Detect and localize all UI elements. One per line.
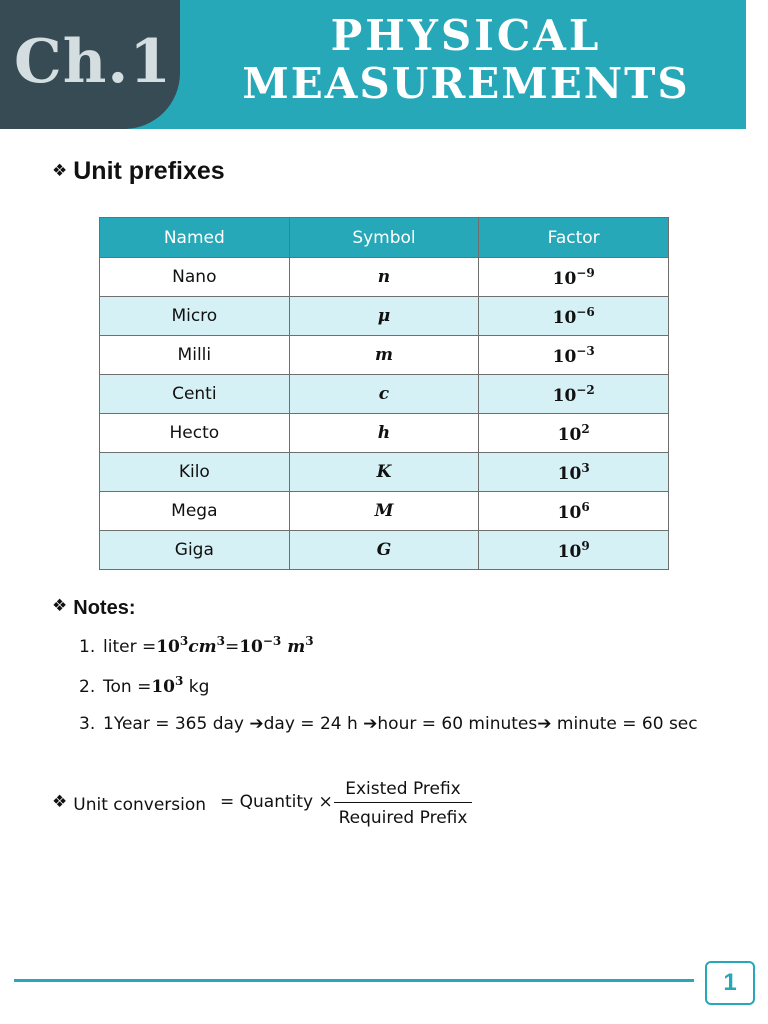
prefix-factor: $10^{-3}$ [479, 336, 669, 375]
prefix-factor: $10^9$ [479, 531, 669, 570]
note-formula: $10^{-3}$ $m^3$ [239, 634, 314, 657]
prefix-symbol: μ [289, 297, 479, 336]
page-title [196, 12, 736, 108]
prefix-name: Kilo [100, 453, 290, 492]
prefix-name: Nano [100, 258, 290, 297]
conversion-label: ❖ Unit conversion [52, 792, 207, 815]
notes-heading-text: Notes: [73, 597, 136, 619]
table-row [100, 492, 669, 531]
diamond-bullet-icon: ❖ [52, 792, 68, 812]
prefix-name: Giga [100, 531, 290, 570]
column-header-symbol: Symbol [289, 218, 479, 258]
prefix-name: Milli [100, 336, 290, 375]
notes-heading [52, 596, 135, 620]
note-1: 1. liter $=10^3cm^3=10^{-3}$ $m^3$ [79, 634, 314, 657]
prefix-symbol: K [289, 453, 479, 492]
prefix-factor: $10^6$ [479, 492, 669, 531]
title-line-2: MEASUREMENTS [242, 59, 690, 108]
note-2: 2. Ton $=10^3$ kg [79, 674, 210, 697]
prefix-symbol: c [289, 375, 479, 414]
table-row [100, 258, 669, 297]
table-row [100, 531, 669, 570]
section-heading-text: Unit prefixes [73, 157, 225, 185]
prefix-symbol: m [289, 336, 479, 375]
column-header-named: Named [100, 218, 290, 258]
conversion-fraction [334, 776, 472, 831]
table-row [100, 414, 669, 453]
section-heading [52, 157, 225, 186]
note-text: liter = [103, 637, 157, 657]
prefix-factor: $10^{-6}$ [479, 297, 669, 336]
fraction-numerator: Existed Prefix [334, 776, 472, 803]
table-header-row [100, 218, 669, 258]
note-3 [79, 714, 698, 734]
prefix-factor: $10^3$ [479, 453, 669, 492]
prefix-table [99, 217, 669, 570]
prefix-symbol: M [289, 492, 479, 531]
footer-divider [14, 979, 694, 982]
table-row [100, 453, 669, 492]
column-header-factor: Factor [479, 218, 669, 258]
diamond-bullet-icon: ❖ [52, 596, 68, 615]
prefix-name: Micro [100, 297, 290, 336]
page-number: 1 [705, 961, 755, 1005]
prefix-factor: $10^{-2}$ [479, 375, 669, 414]
note-text: Ton = [103, 677, 152, 697]
conversion-equation: = Quantity × [220, 792, 333, 812]
prefix-factor: $10^2$ [479, 414, 669, 453]
prefix-symbol: h [289, 414, 479, 453]
chapter-badge [0, 0, 180, 129]
prefix-name: Hecto [100, 414, 290, 453]
note-number: 1. [79, 637, 96, 657]
note-formula: $10^3$ [151, 674, 184, 697]
note-number: 2. [79, 677, 96, 697]
prefix-symbol: G [289, 531, 479, 570]
prefix-symbol: n [289, 258, 479, 297]
note-number: 3. [79, 714, 96, 734]
table-row [100, 375, 669, 414]
prefix-factor: $10^{-9}$ [479, 258, 669, 297]
fraction-denominator: Required Prefix [338, 808, 468, 828]
prefix-name: Mega [100, 492, 290, 531]
table-row [100, 297, 669, 336]
prefix-name: Centi [100, 375, 290, 414]
note-formula: $10^3cm^3$ [156, 634, 225, 657]
note-text: 1Year = 365 day ➔day = 24 h ➔hour = 60 minutes➔ minute = 60 sec [103, 714, 698, 734]
title-line-1: PHYSICAL [330, 11, 602, 60]
table-row [100, 336, 669, 375]
diamond-bullet-icon: ❖ [52, 161, 68, 180]
chapter-label: Ch.1 [14, 27, 173, 97]
